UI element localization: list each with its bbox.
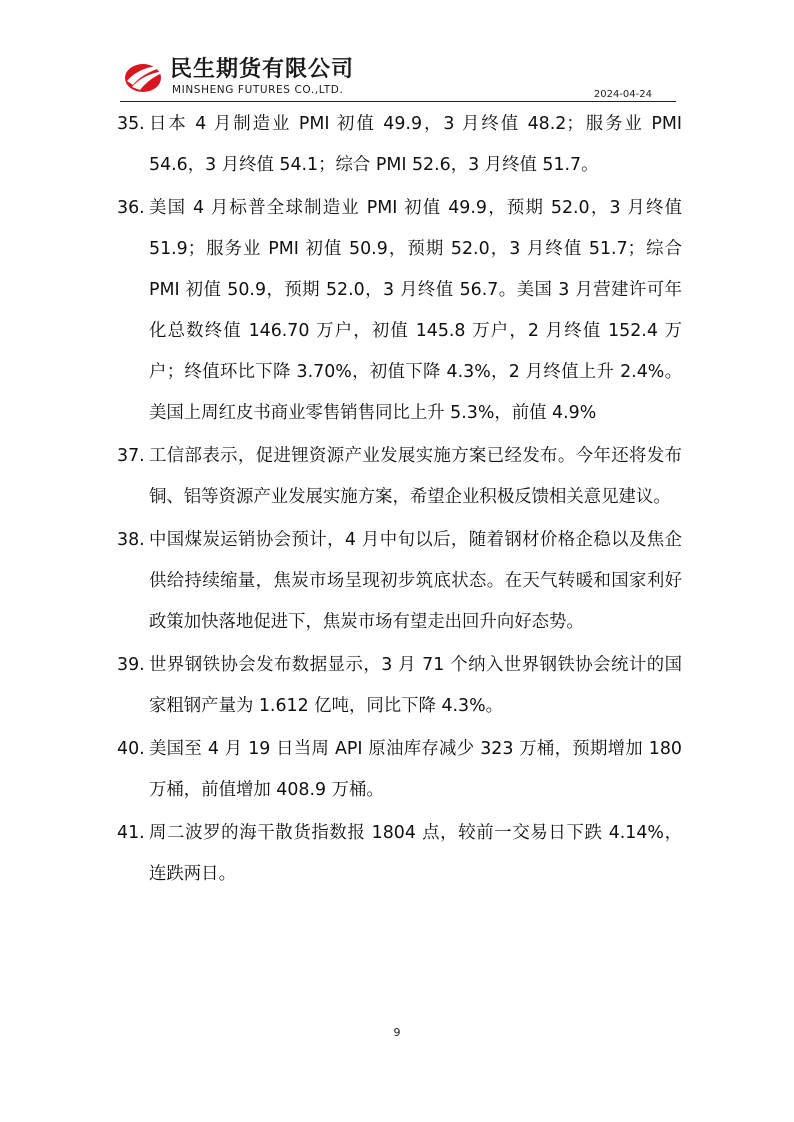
company-name-en: MINSHENG FUTURES CO.,LTD. [172,84,344,96]
page-number: 9 [393,1026,401,1039]
item-text: 中国煤炭运销协会预计，4 月中旬以后，随着钢材价格企稳以及焦企供给持续缩量，焦炭市场呈现初步筑底状态。在天气转暖和国家利好政策加快落地促进下，焦炭市场有望走出回升向好态势。 [149,530,682,632]
item-text: 日本 4 月制造业 PMI 初值 49.9，3 月终值 48.2；服务业 PMI 54.6，3 月终值 54.1；综合 PMI 52.6，3 月终值 51.7。 [149,114,682,175]
report-date: 2024-04-24 [593,89,652,100]
item-text: 周二波罗的海干散货指数报 1804 点，较前一交易日下跌 4.14%，连跌两日。 [149,823,682,884]
item-text: 美国 4 月标普全球制造业 PMI 初值 49.9，预期 52.0，3 月终值 51.9；服务业 PMI 初值 50.9，预期 52.0，3 月终值 51.7；综合 PMI 初值 50.9，预期 52.0，3 月终值 56.7。美国 3 月营建许可年化总数终值 146.70 万户，初值 145.8 万户，2 月终值 152.4 万户；终值环比下降 3.70%，初值下降 4.3%，2 月终值上升 2.4%。美国上周红皮书商业零售销售同比上升 5.3%，前值 4.9% [149,198,682,423]
item-number: 37. [117,446,145,466]
item-number: 41. [117,823,145,843]
news-item-35 [117,104,682,186]
news-item-36 [117,188,682,434]
news-item-41 [117,813,682,895]
news-item-40 [117,729,682,811]
company-logo [120,52,480,102]
item-text: 世界钢铁协会发布数据显示，3 月 71 个纳入世界钢铁协会统计的国家粗钢产量为 1.612 亿吨，同比下降 4.3%。 [149,655,682,716]
item-number: 40. [117,739,145,759]
page-header [120,52,676,102]
minsheng-swoosh-logo-icon [123,59,167,95]
item-number: 35. [117,114,145,134]
item-text: 美国至 4 月 19 日当周 API 原油库存减少 323 万桶，预期增加 180 万桶，前值增加 408.9 万桶。 [149,739,682,800]
item-number: 36. [117,198,145,218]
news-item-39 [117,645,682,727]
news-item-37 [117,436,682,518]
company-name-cn: 民生期货有限公司 [170,57,355,82]
item-number: 38. [117,530,145,550]
news-item-38 [117,520,682,643]
header-divider [120,101,676,102]
item-text: 工信部表示，促进锂资源产业发展实施方案已经发布。今年还将发布铜、铝等资源产业发展实施方案，希望企业积极反馈相关意见建议。 [149,446,682,507]
news-list [117,104,682,897]
item-number: 39. [117,655,145,675]
